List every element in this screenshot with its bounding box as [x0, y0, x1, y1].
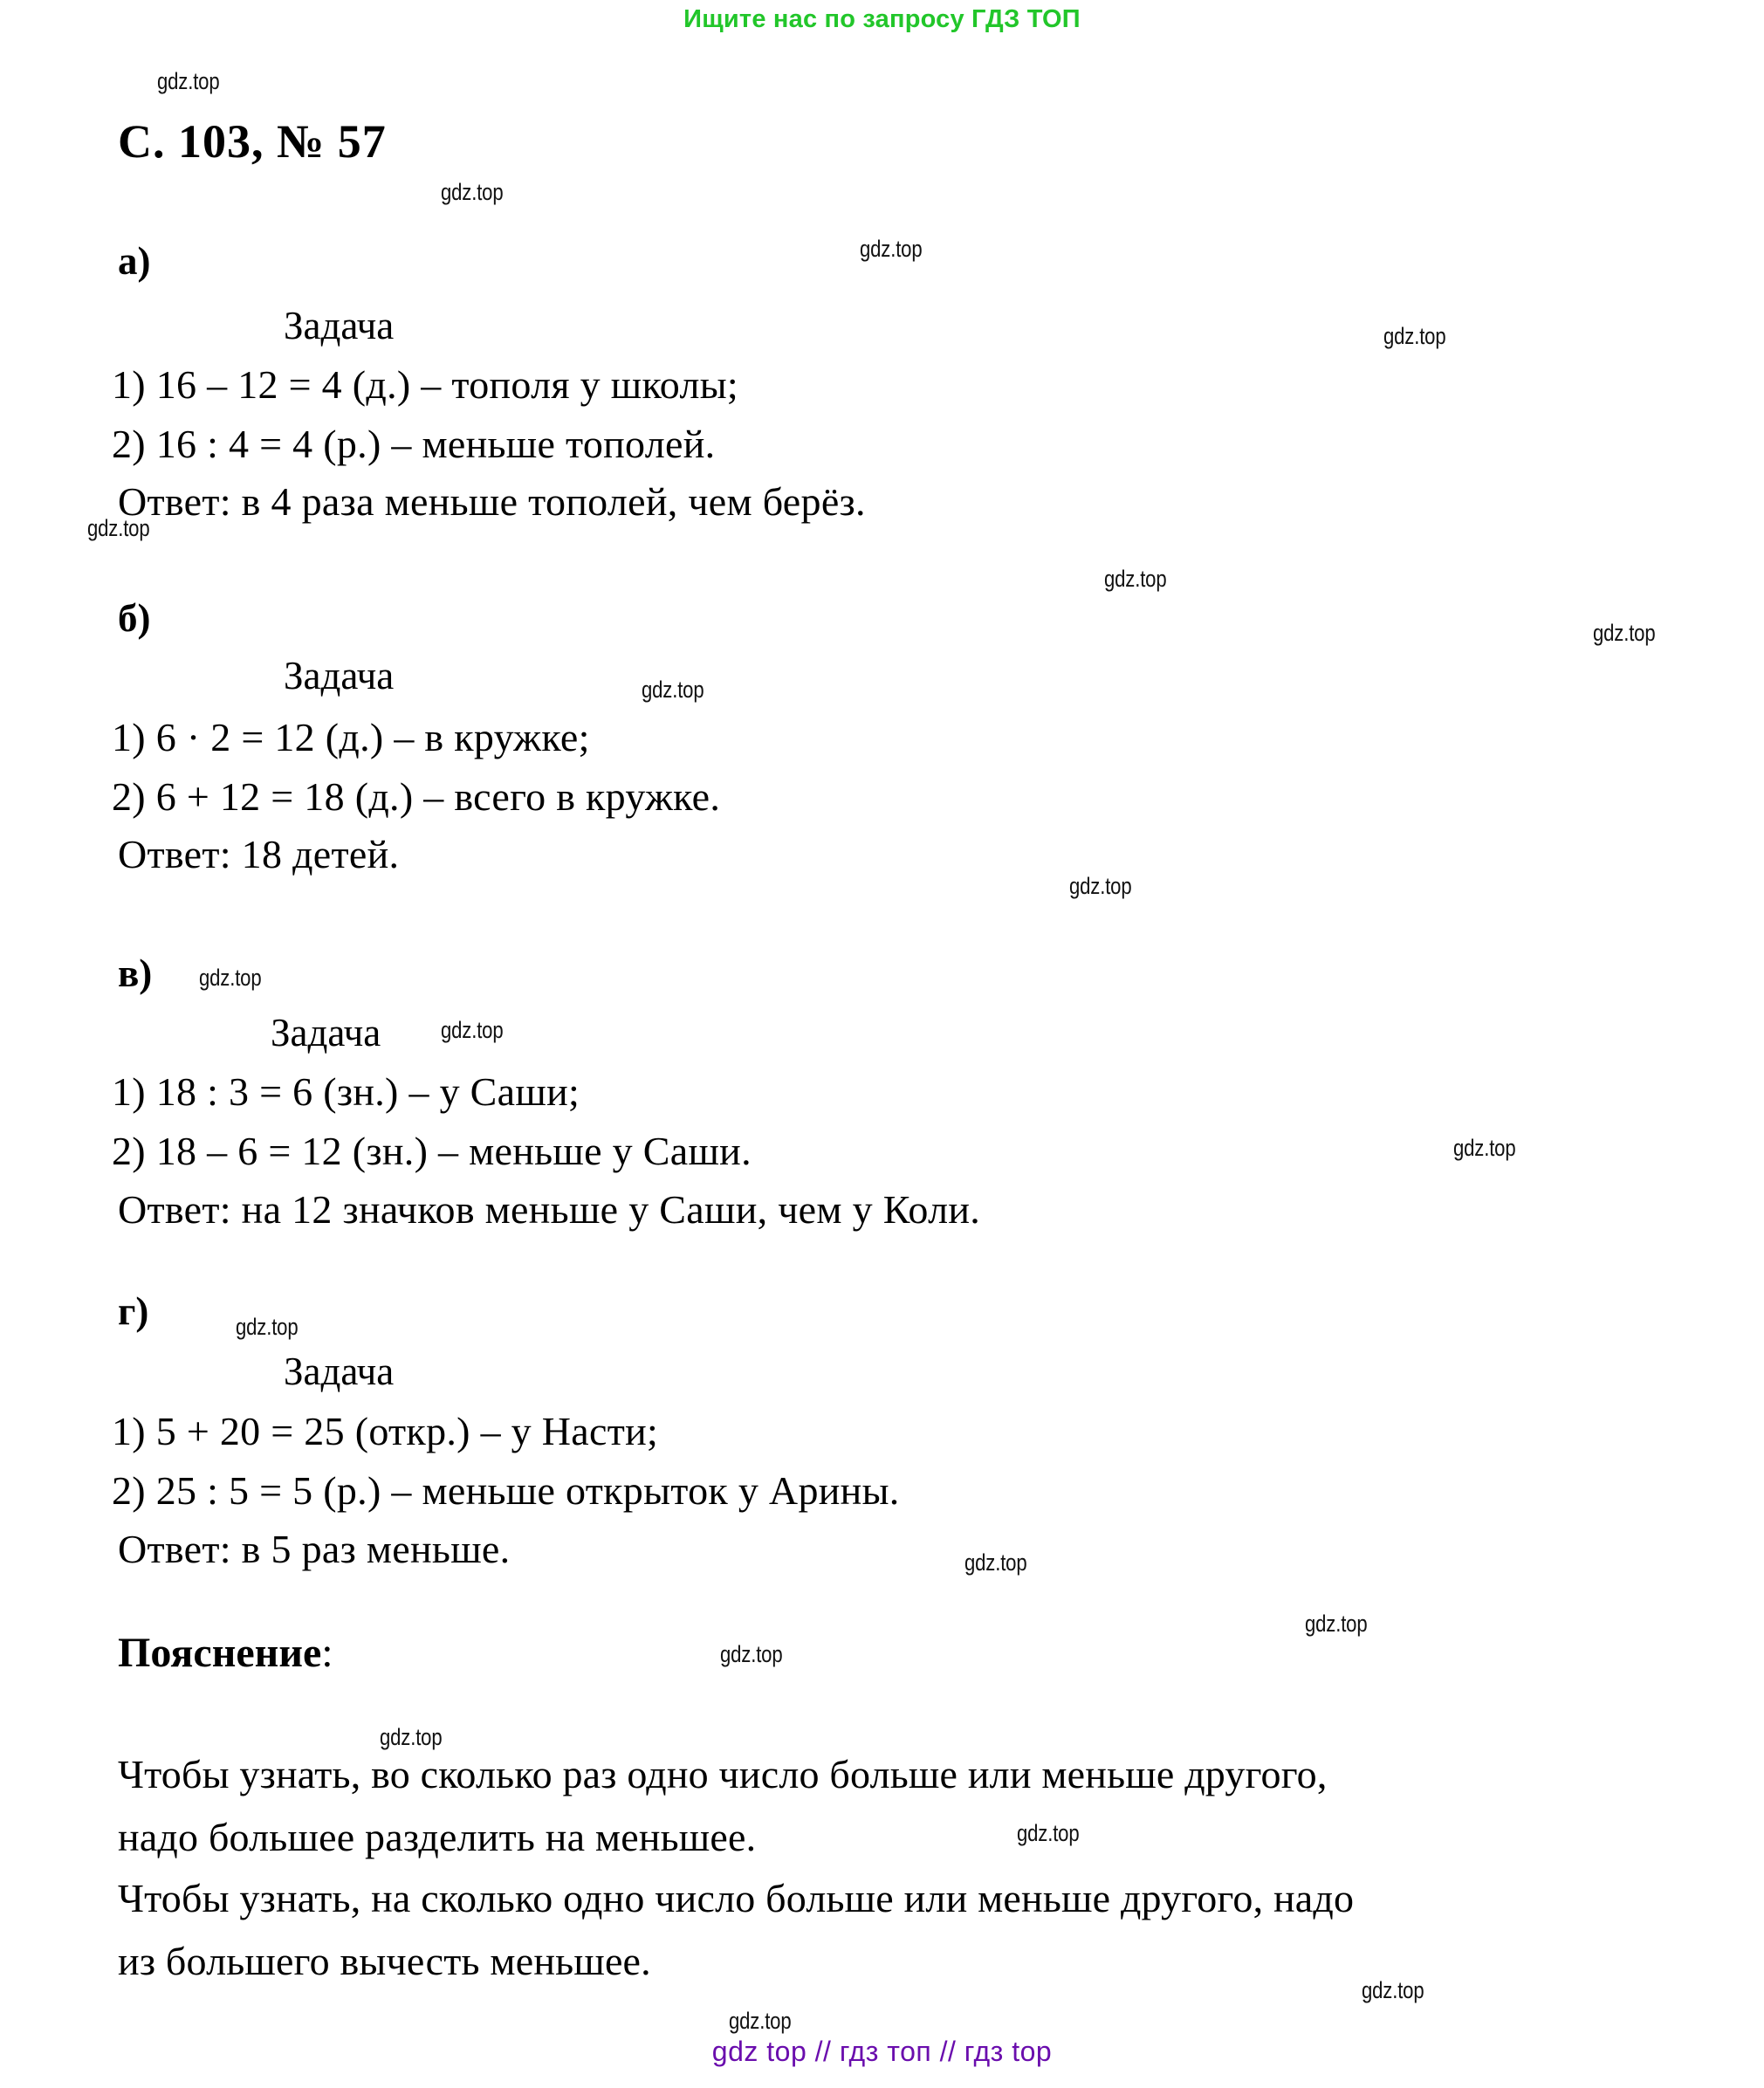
section-v-answer: Ответ: на 12 значков меньше у Саши, чем у Коли.: [118, 1187, 981, 1232]
footer-links-text: gdz top // гдз топ // гдз top: [711, 2036, 1053, 2067]
promo-banner-text: Ищите нас по запросу ГДЗ ТОП: [683, 4, 1081, 33]
section-g-step-2: 2) 25 : 5 = 5 (р.) – меньше открыток у Арины.: [112, 1468, 900, 1513]
section-letter-a: а): [118, 239, 151, 283]
watermark: gdz.top: [720, 1641, 783, 1667]
watermark: gdz.top: [1305, 1611, 1368, 1637]
section-heading-v: Задача: [271, 1011, 381, 1054]
section-b-step-2: 2) 6 + 12 = 18 (д.) – всего в кружке.: [112, 774, 721, 819]
watermark: gdz.top: [642, 677, 704, 703]
section-heading-g: Задача: [284, 1350, 395, 1393]
watermark: gdz.top: [87, 515, 150, 541]
explanation-paragraph-2-line-1: Чтобы узнать, на сколько одно число больше или меньше другого, надо: [118, 1876, 1355, 1920]
section-letter-g: г): [118, 1289, 149, 1333]
watermark: gdz.top: [380, 1724, 443, 1750]
watermark: gdz.top: [441, 1017, 504, 1043]
explanation-paragraph-1-line-2: надо большее разделить на меньшее.: [118, 1815, 757, 1859]
explanation-paragraph-2-line-2: из большего вычесть меньшее.: [118, 1939, 651, 1983]
section-a-step-2: 2) 16 : 4 = 4 (р.) – меньше тополей.: [112, 422, 716, 466]
section-b-step-1: 1) 6 · 2 = 12 (д.) – в кружке;: [112, 715, 590, 759]
section-v-step-1: 1) 18 : 3 = 6 (зн.) – у Саши;: [112, 1069, 580, 1114]
watermark: gdz.top: [1362, 1977, 1424, 2003]
section-letter-b: б): [118, 596, 151, 640]
section-heading-a: Задача: [284, 304, 395, 347]
page-title: С. 103, № 57: [118, 115, 387, 168]
watermark: gdz.top: [236, 1314, 299, 1340]
watermark: gdz.top: [441, 179, 504, 205]
watermark: gdz.top: [729, 2008, 792, 2034]
watermark: gdz.top: [1017, 1820, 1080, 1846]
watermark: gdz.top: [860, 236, 923, 262]
section-letter-v: в): [118, 951, 153, 995]
footer: [0, 2036, 1764, 2068]
watermark: gdz.top: [1383, 323, 1446, 349]
section-a-answer: Ответ: в 4 раза меньше тополей, чем берёз.: [118, 479, 866, 524]
watermark: gdz.top: [1069, 873, 1132, 899]
watermark: gdz.top: [964, 1549, 1027, 1576]
section-b-answer: Ответ: 18 детей.: [118, 832, 400, 876]
section-g-step-1: 1) 5 + 20 = 25 (откр.) – у Насти;: [112, 1409, 659, 1453]
section-v-step-2: 2) 18 – 6 = 12 (зн.) – меньше у Саши.: [112, 1129, 752, 1173]
explanation-heading-word: Пояснение: [118, 1630, 322, 1676]
watermark: gdz.top: [1453, 1135, 1516, 1161]
explanation-heading-colon: :: [321, 1630, 333, 1676]
watermark: gdz.top: [157, 68, 220, 94]
watermark: gdz.top: [1593, 620, 1656, 646]
watermark: gdz.top: [199, 965, 262, 991]
explanation-heading: [118, 1629, 333, 1677]
explanation-paragraph-1-line-1: Чтобы узнать, во сколько раз одно число больше или меньше другого,: [118, 1752, 1328, 1796]
section-g-answer: Ответ: в 5 раз меньше.: [118, 1527, 511, 1571]
watermark: gdz.top: [1104, 566, 1167, 592]
section-heading-b: Задача: [284, 654, 395, 697]
section-a-step-1: 1) 16 – 12 = 4 (д.) – тополя у школы;: [112, 362, 738, 407]
